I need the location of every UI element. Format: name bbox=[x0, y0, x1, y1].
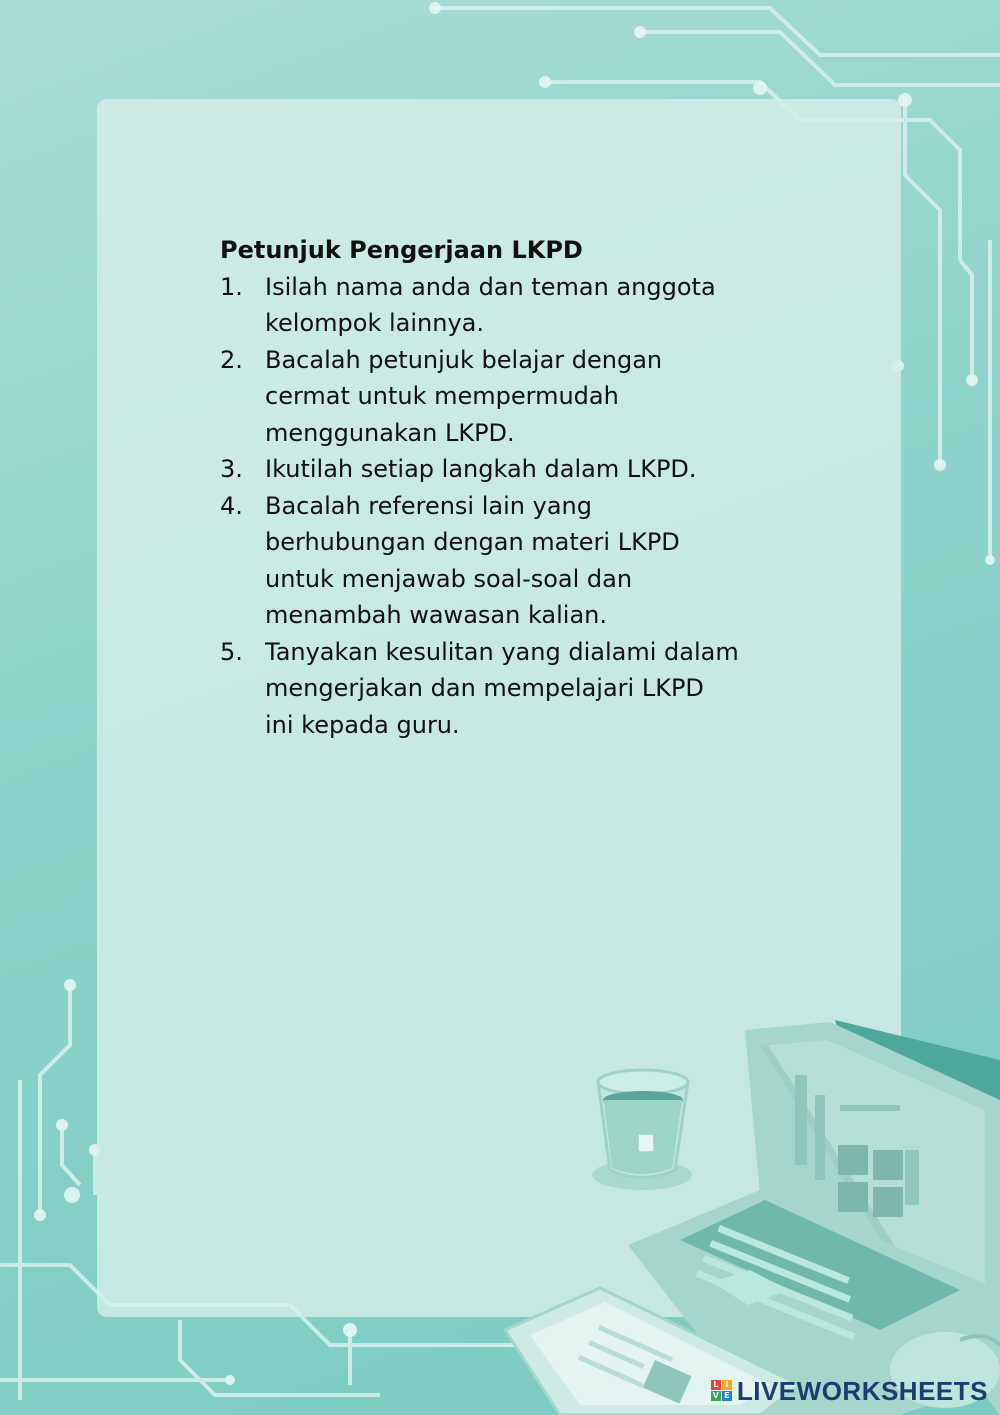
liveworksheets-watermark bbox=[711, 1371, 988, 1411]
page-title: Petunjuk Pengerjaan LKPD bbox=[220, 236, 583, 264]
logo-letter: V bbox=[712, 1391, 719, 1400]
logo-letter: L bbox=[711, 1380, 721, 1390]
glass-cup-icon bbox=[592, 1070, 692, 1190]
step-text: Isilah nama anda dan teman anggota kelompok lainnya. bbox=[265, 272, 716, 337]
logo-letter: I bbox=[722, 1380, 732, 1390]
step-text: Bacalah referensi lain yang berhubungan dengan materi LKPD untuk menjawab soal-soal dan menambah wawasan kalian. bbox=[265, 491, 680, 629]
step-number: 2. bbox=[220, 345, 243, 374]
liveworksheets-logo-icon bbox=[711, 1380, 733, 1402]
step-number: 1. bbox=[220, 272, 243, 301]
step-text: Tanyakan kesulitan yang dialami dalam mengerjakan dan mempelajari LKPD ini kepada guru. bbox=[265, 637, 739, 739]
step-number: 5. bbox=[220, 637, 243, 666]
step-text: Bacalah petunjuk belajar dengan cermat untuk mempermudah menggunakan LKPD. bbox=[265, 345, 663, 447]
step-number: 4. bbox=[220, 491, 243, 520]
logo-letter: E bbox=[722, 1391, 732, 1401]
brand-name: LIVEWORKSHEETS bbox=[736, 1375, 988, 1406]
step-number: 3. bbox=[220, 455, 243, 483]
step-text: Ikutilah setiap langkah dalam LKPD. bbox=[265, 455, 697, 483]
